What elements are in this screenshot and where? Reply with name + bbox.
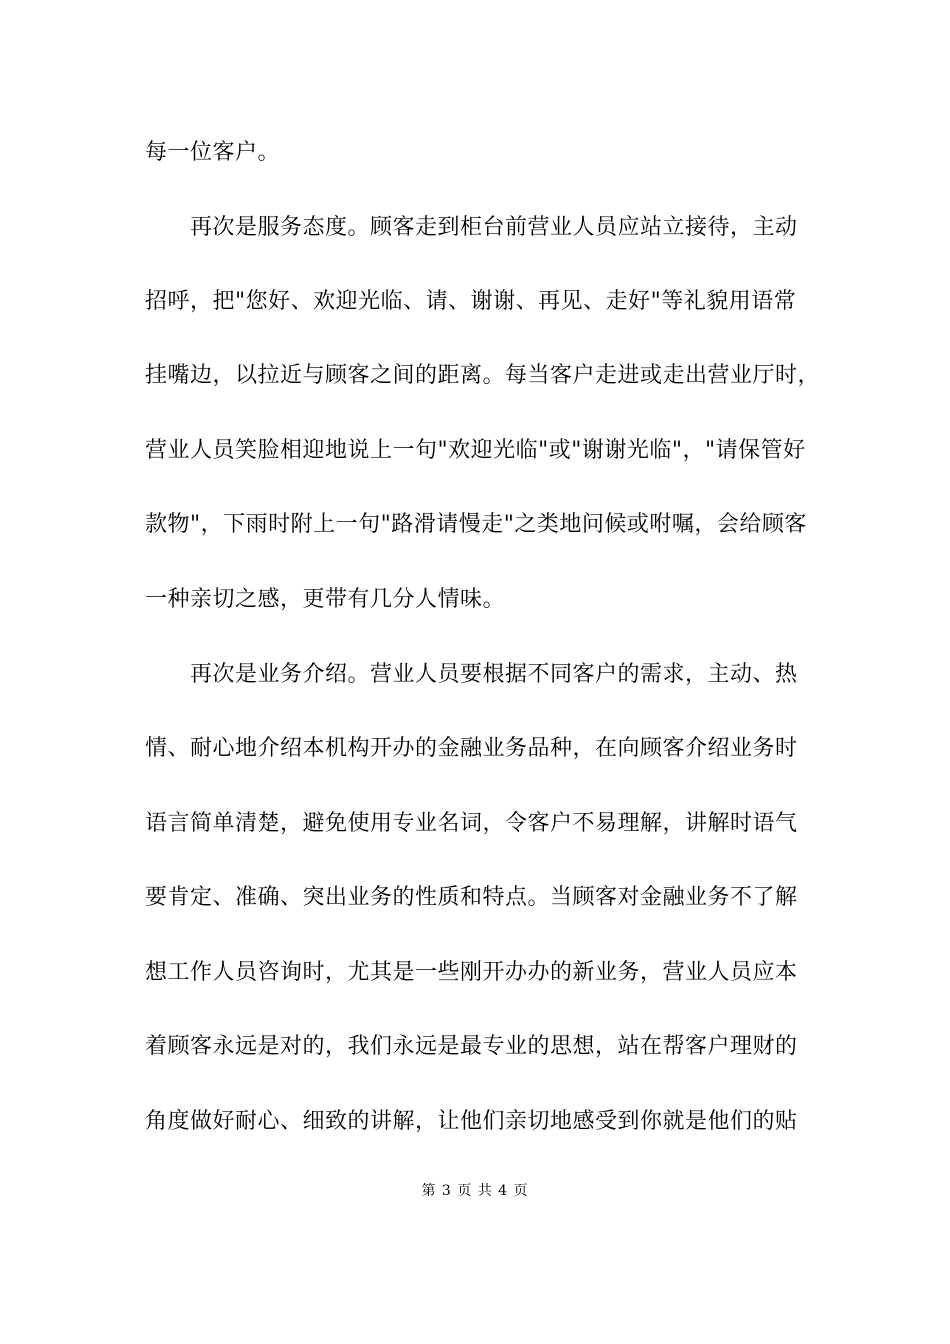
text-line: 招呼，把"您好、欢迎光临、请、谢谢、再见、走好"等礼貌用语常	[145, 289, 797, 314]
text-line: 语言简单清楚，避免使用专业名词，令客户不易理解，讲解时语气	[145, 811, 798, 836]
text-line: 一种亲切之感，更带有几分人情味。	[145, 587, 506, 612]
text-line: 每一位客户。	[145, 140, 281, 165]
text-line: 情、耐心地介绍本机构开办的金融业务品种，在向顾客介绍业务时	[145, 736, 798, 761]
text-line: 营业人员笑脸相迎地说上一句"欢迎光临"或"谢谢光临"，"请保管好	[145, 438, 806, 463]
paragraph-start-line: 再次是业务介绍。营业人员要根据不同客户的需求，主动、热	[190, 662, 798, 687]
text-line: 角度做好耐心、细致的讲解，让他们亲切地感受到你就是他们的贴	[145, 1109, 798, 1134]
page-number-footer: 第 3 页 共 4 页	[421, 1183, 529, 1199]
text-line: 着顾客永远是对的，我们永远是最专业的思想，站在帮客户理财的	[145, 1034, 798, 1059]
text-line: 要肯定、准确、突出业务的性质和特点。当顾客对金融业务不了解	[145, 885, 798, 910]
text-line: 挂嘴边，以拉近与顾客之间的距离。每当客户走进或走出营业厅时，	[145, 363, 821, 388]
text-line: 想工作人员咨询时，尤其是一些刚开办办的新业务，营业人员应本	[145, 960, 798, 985]
paragraph-start-line: 再次是服务态度。顾客走到柜台前营业人员应站立接待，主动	[190, 215, 798, 240]
text-line: 款物"，下雨时附上一句"路滑请慢走"之类地问候或咐嘱，会给顾客	[145, 512, 807, 537]
